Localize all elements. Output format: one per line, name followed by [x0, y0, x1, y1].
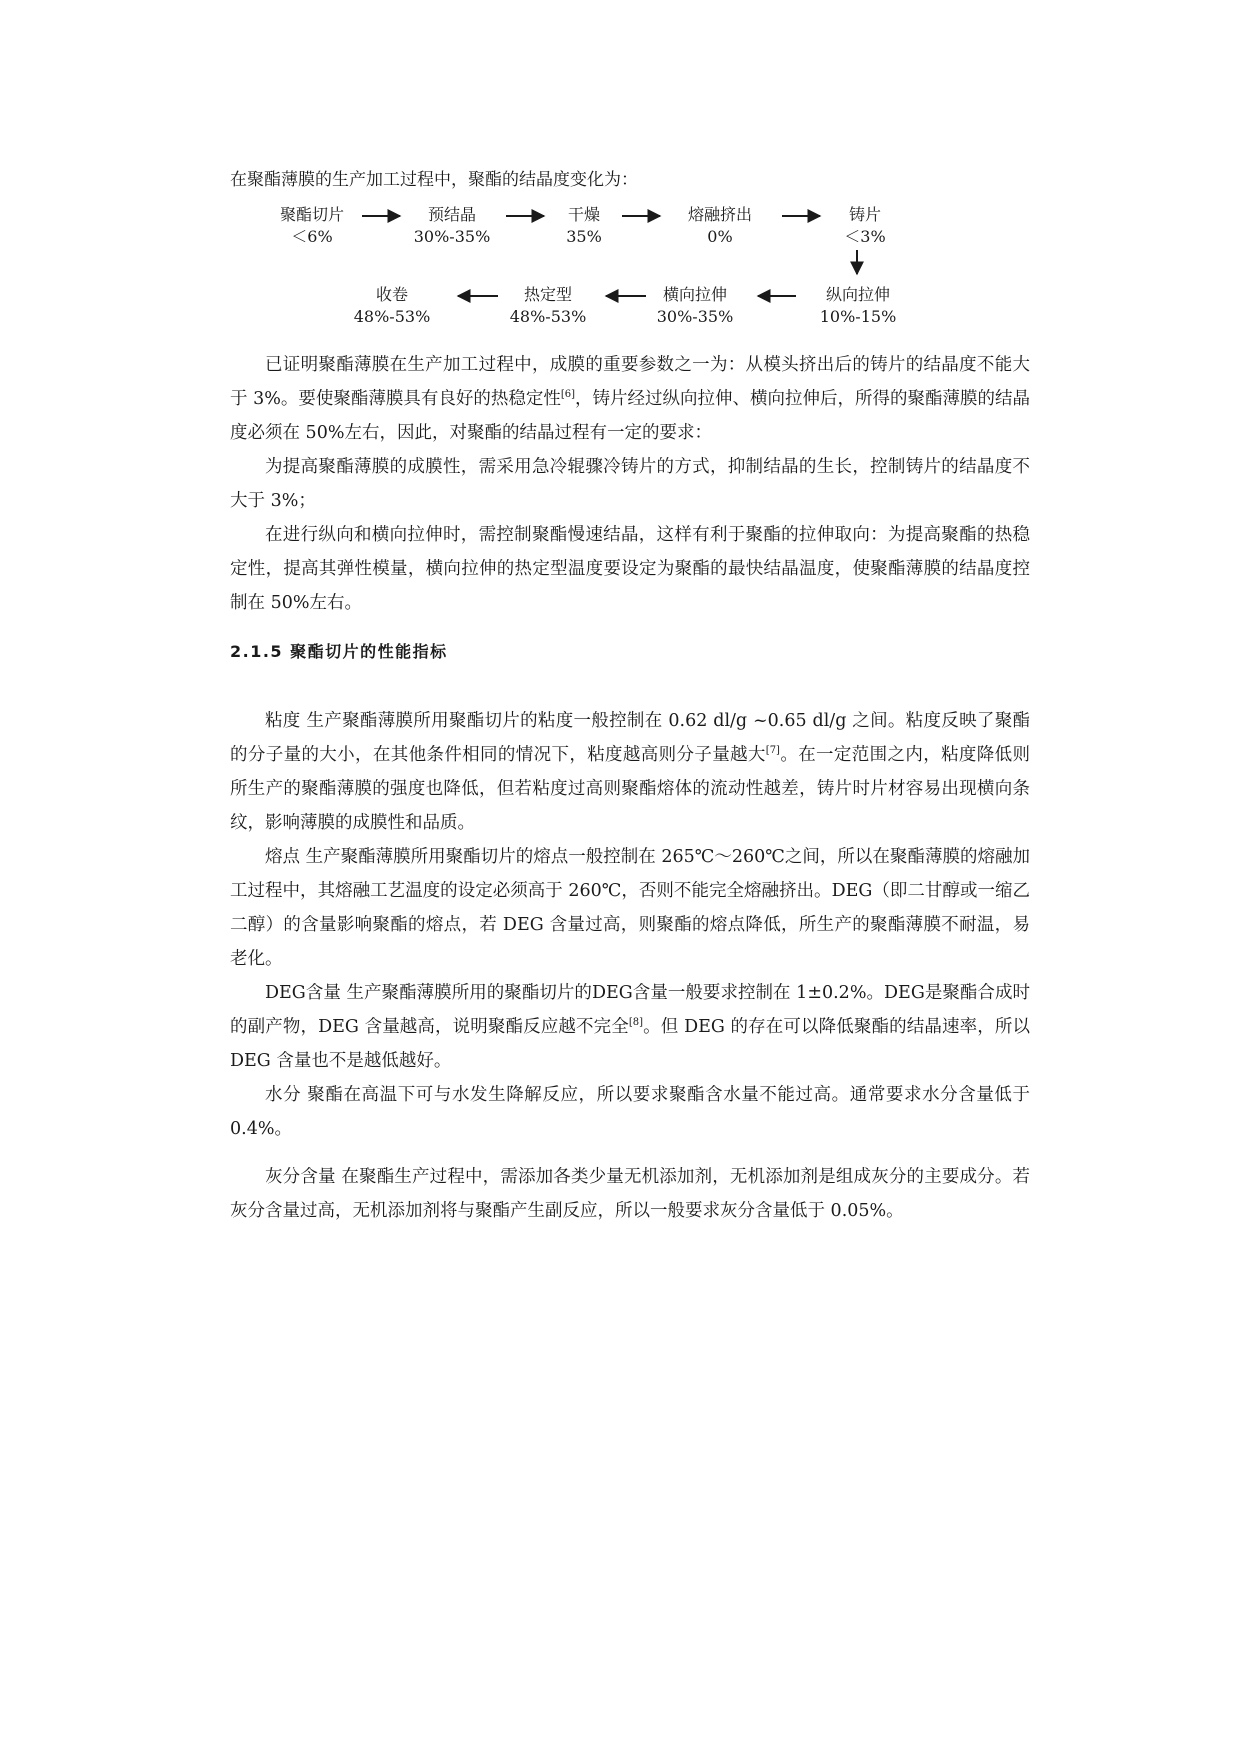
flow-node-percent: ＜3% [844, 227, 886, 246]
flow-node-name: 铸片 [848, 205, 881, 224]
intro-line: 在聚酯薄膜的生产加工过程中，聚酯的结晶度变化为： [230, 170, 638, 190]
paragraph-film-forming [230, 348, 1030, 450]
text-span: DEG含量 生产聚酯薄膜所用的聚酯切片的DEG含量一般要求控制在 1±0.2%。DEG是聚酯合成时的副产物，DEG 含量越高，说明聚酯反应越不完全 [230, 983, 1030, 1037]
flow-node-name: 收卷 [375, 285, 408, 304]
flow-node-percent: 35% [566, 227, 602, 246]
text-span: 粘度 生产聚酯薄膜所用聚酯切片的粘度一般控制在 0.62 dl/g ~0.65 dl/g 之间。粘度反映了聚酯的分子量的大小，在其他条件相同的情况下，粘度越高则分子量越大 [230, 711, 1030, 765]
flow-node-percent: 0% [707, 227, 733, 246]
citation-ref: [7] [765, 745, 780, 757]
flow-node-name: 热定型 [523, 285, 572, 304]
flow-node-name: 预结晶 [427, 205, 476, 224]
flow-node-name: 横向拉伸 [662, 285, 727, 304]
text-span: 。在一定范围之内，粘度降低则所生产的聚酯薄膜的强度也降低，但若粘度过高则聚酯熔体的流动性越差，铸片时片材容易出现横向条纹，影响薄膜的成膜性和品质。 [230, 745, 1031, 833]
flow-node-name: 熔融挤出 [687, 205, 752, 224]
flow-node-name: 聚酯切片 [279, 205, 344, 224]
paragraph-viscosity [230, 704, 1030, 840]
citation-ref: [6] [560, 389, 575, 401]
flow-node-name: 纵向拉伸 [825, 285, 890, 304]
text-span: ，铸片经过纵向拉伸、横向拉伸后，所得的聚酯薄膜的结晶度必须在 50%左右，因此，对聚酯的结晶过程有一定的要求： [230, 389, 1030, 443]
paragraph-stretch: 在进行纵向和横向拉伸时，需控制聚酯慢速结晶，这样有利于聚酯的拉伸取向：为提高聚酯的热稳定性，提高其弹性模量，横向拉伸的热定型温度要设定为聚酯的最快结晶温度，使聚酯薄膜的结晶度控制在 50%左右。 [230, 525, 1030, 613]
paragraph-melting-point: 熔点 生产聚酯薄膜所用聚酯切片的熔点一般控制在 265℃～260℃之间，所以在聚酯薄膜的熔融加工过程中，其熔融工艺温度的设定必须高于 260℃，否则不能完全熔融挤出。DEG（即二甘醇或一缩乙二醇）的含量影响聚酯的熔点，若 DEG 含量过高，则聚酯的熔点降低，所生产的聚酯薄膜不耐温，易老化。 [230, 847, 1030, 969]
flow-node-percent: 48%-53% [509, 307, 587, 326]
text-span: 。但 DEG 的存在可以降低聚酯的结晶速率，所以 DEG 含量也不是越低越好。 [230, 1017, 1030, 1071]
flow-node-percent: ＜6% [291, 227, 333, 246]
flow-node-name: 干燥 [567, 205, 600, 224]
section-heading: 2.1.5 聚酯切片的性能指标 [230, 642, 448, 661]
body-text [230, 348, 1030, 1228]
flow-arrows [0, 0, 1241, 340]
crystallinity-flow-diagram [0, 0, 1241, 340]
flow-node-percent: 10%-15% [819, 307, 897, 326]
flow-node-percent: 48%-53% [353, 307, 431, 326]
paragraph-quench: 为提高聚酯薄膜的成膜性，需采用急冷辊骤冷铸片的方式，抑制结晶的生长，控制铸片的结晶度不大于 3%； [230, 457, 1030, 511]
paragraph-deg-content [230, 976, 1030, 1078]
citation-ref: [8] [628, 1017, 644, 1029]
paragraph-ash-content: 灰分含量 在聚酯生产过程中，需添加各类少量无机添加剂，无机添加剂是组成灰分的主要成分。若灰分含量过高，无机添加剂将与聚酯产生副反应，所以一般要求灰分含量低于 0.05%。 [230, 1167, 1030, 1221]
paragraph-moisture: 水分 聚酯在高温下可与水发生降解反应，所以要求聚酯含水量不能过高。通常要求水分含量低于 0.4%。 [230, 1085, 1030, 1139]
flow-node-percent: 30%-35% [413, 227, 491, 246]
text-span: 已证明聚酯薄膜在生产加工过程中，成膜的重要参数之一为：从模头挤出后的铸片的结晶度不能大于 3%。要使聚酯薄膜具有良好的热稳定性 [230, 355, 1030, 409]
flow-node-percent: 30%-35% [656, 307, 734, 326]
